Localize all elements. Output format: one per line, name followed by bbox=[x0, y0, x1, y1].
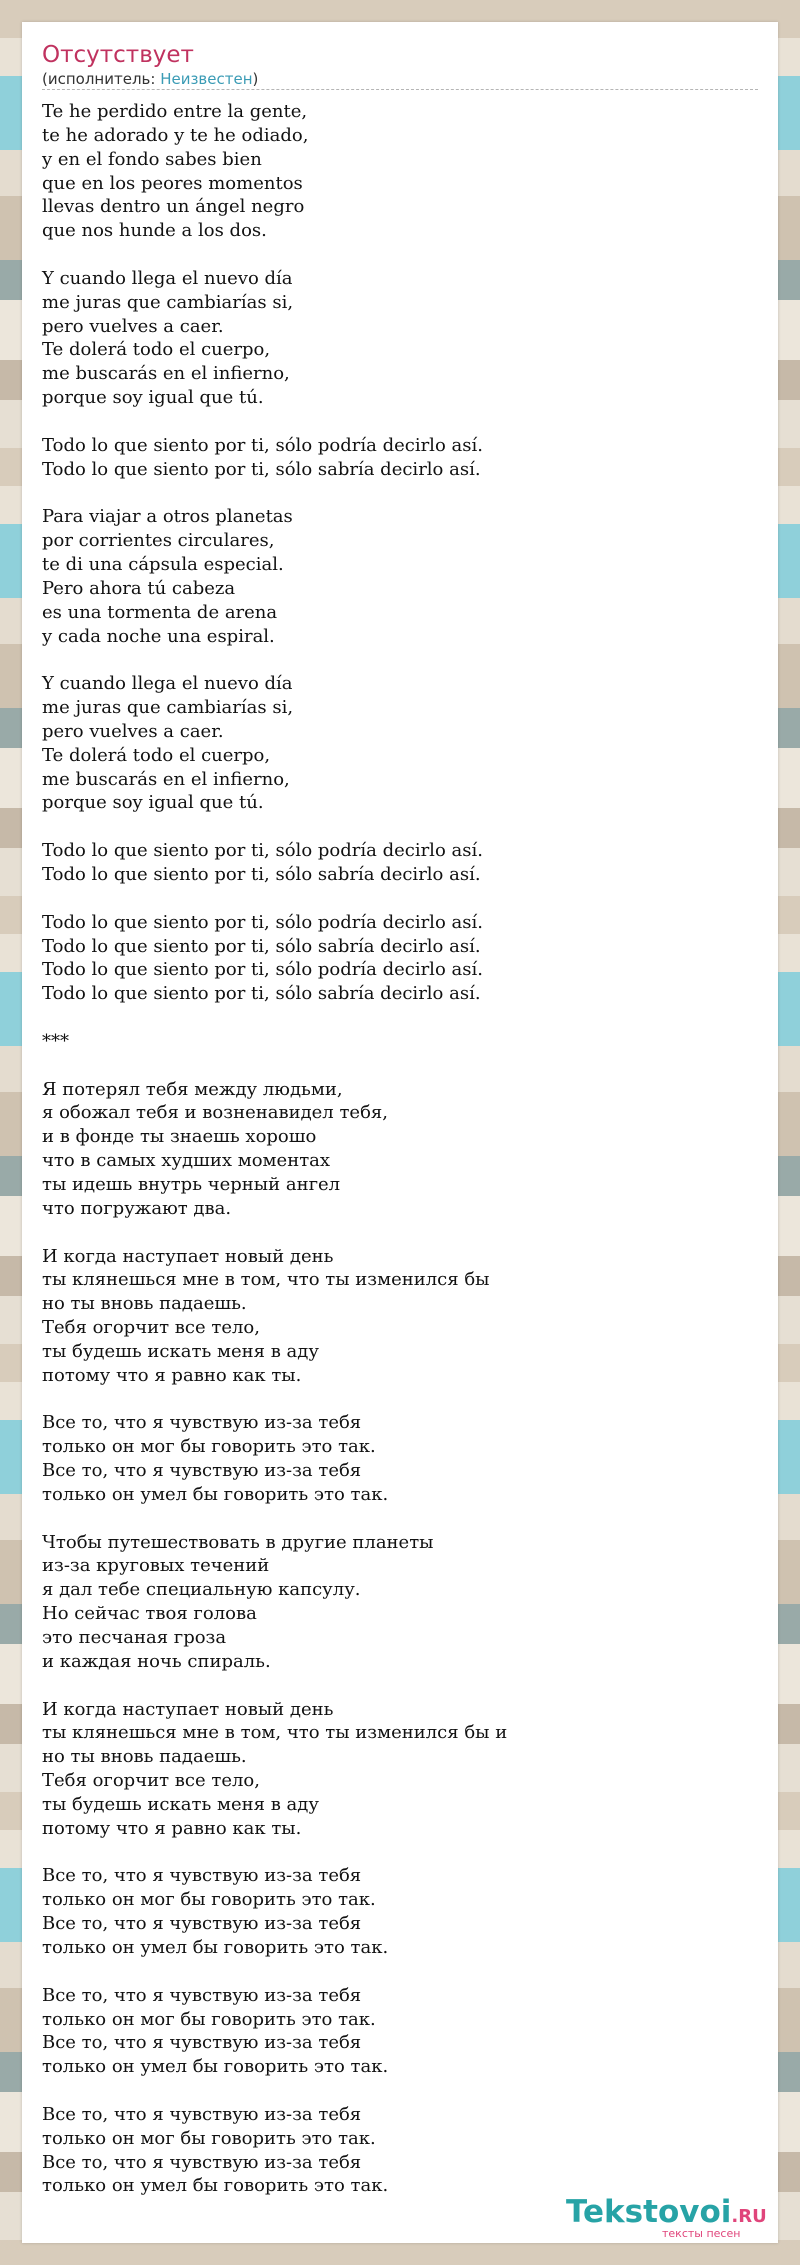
lyrics-line: que nos hunde a los dos. bbox=[42, 220, 267, 242]
lyrics-stanza bbox=[42, 1698, 752, 1841]
lyrics-line: es una tormenta de arena bbox=[42, 601, 278, 623]
lyrics-stanza bbox=[42, 1030, 752, 1054]
lyrics-line: я обожал тебя и возненавидел тебя, bbox=[42, 1102, 388, 1124]
lyrics-stanza bbox=[42, 434, 752, 482]
lyrics-line: ты идешь внутрь черный ангел bbox=[42, 1173, 341, 1195]
lyrics-stanza bbox=[42, 505, 752, 648]
lyrics-line: Но сейчас твоя голова bbox=[42, 1603, 257, 1625]
lyrics-stanza bbox=[42, 1411, 752, 1506]
lyrics-line: Все то, что я чувствую из-за тебя bbox=[42, 1913, 362, 1935]
artist-line bbox=[42, 70, 758, 90]
lyrics-line: только он мог бы говорить это так. bbox=[42, 1889, 376, 1911]
lyrics-stanza bbox=[42, 672, 752, 815]
lyrics-line: это песчаная гроза bbox=[42, 1627, 227, 1648]
lyrics-line: и каждая ночь спираль. bbox=[42, 1650, 271, 1672]
lyrics-line: только он умел бы говорить это так. bbox=[42, 2056, 389, 2078]
lyrics-text bbox=[42, 100, 752, 2222]
lyrics-line: Y cuando llega el nuevo día bbox=[42, 673, 293, 695]
lyrics-line: но ты вновь падаешь. bbox=[42, 1746, 247, 1768]
lyrics-line: Я потерял тебя между людьми, bbox=[42, 1078, 343, 1100]
logo-tld: .RU bbox=[731, 2206, 767, 2227]
lyrics-line: Todo lo que siento por ti, sólo podría decirlo así. bbox=[42, 434, 483, 456]
lyrics-line: pero vuelves a caer. bbox=[42, 720, 224, 742]
lyrics-line: pero vuelves a caer. bbox=[42, 315, 224, 337]
lyrics-line: Todo lo que siento por ti, sólo sabría decirlo así. bbox=[42, 935, 481, 957]
lyrics-line: только он умел бы говорить это так. bbox=[42, 1936, 389, 1958]
lyrics-line: y cada noche una espiral. bbox=[42, 625, 275, 647]
lyrics-line: ты клянешься мне в том, что ты изменился бы bbox=[42, 1269, 490, 1291]
lyrics-stanza bbox=[42, 100, 752, 243]
lyrics-line: porque soy igual que tú. bbox=[42, 792, 264, 814]
lyrics-stanza bbox=[42, 267, 752, 410]
lyrics-line: me juras que cambiarías si, bbox=[42, 697, 294, 719]
lyrics-stanza bbox=[42, 1531, 752, 1674]
lyrics-line: Все то, что я чувствую из-за тебя bbox=[42, 1412, 362, 1434]
lyrics-line: Pero ahora tú cabeza bbox=[42, 577, 236, 599]
lyrics-line: Все то, что я чувствую из-за тебя bbox=[42, 2151, 362, 2173]
lyrics-line: y en el fondo sabes bien bbox=[42, 148, 262, 170]
logo-name: Tekstovoi bbox=[566, 2194, 732, 2230]
lyrics-line: Te he perdido entre la gente, bbox=[42, 101, 308, 122]
lyrics-line: только он умел бы говорить это так. bbox=[42, 2175, 389, 2197]
lyrics-line: но ты вновь падаешь. bbox=[42, 1293, 247, 1315]
lyrics-line: Para viajar a otros planetas bbox=[42, 506, 293, 528]
lyrics-line: Todo lo que siento por ti, sólo podría decirlo así. bbox=[42, 911, 483, 933]
lyrics-line: Чтобы путешествовать в другие планеты bbox=[42, 1531, 434, 1553]
lyrics-line: И когда наступает новый день bbox=[42, 1245, 334, 1267]
lyrics-line: por corrientes circulares, bbox=[42, 530, 275, 552]
site-logo[interactable] bbox=[566, 2194, 776, 2240]
lyrics-line: что в самых худших моментах bbox=[42, 1150, 331, 1172]
lyrics-line: ты клянешься мне в том, что ты изменился бы и bbox=[42, 1722, 508, 1744]
lyrics-line: Todo lo que siento por ti, sólo podría decirlo así. bbox=[42, 840, 483, 862]
artist-link[interactable]: Неизвестен bbox=[160, 70, 253, 88]
lyrics-line: Todo lo que siento por ti, sólo podría decirlo así. bbox=[42, 959, 483, 981]
lyrics-line: Te dolerá todo el cuerpo, bbox=[42, 339, 271, 361]
lyrics-line: Тебя огорчит все тело, bbox=[42, 1317, 260, 1339]
lyrics-stanza bbox=[42, 2103, 752, 2198]
lyrics-line: и в фонде ты знаешь хорошо bbox=[42, 1126, 317, 1148]
lyrics-line: Y cuando llega el nuevo día bbox=[42, 267, 293, 289]
lyrics-line: llevas dentro un ángel negro bbox=[42, 196, 305, 218]
lyrics-stanza bbox=[42, 1984, 752, 2079]
lyrics-stanza bbox=[42, 911, 752, 1006]
lyrics-stanza bbox=[42, 839, 752, 887]
lyrics-line: me juras que cambiarías si, bbox=[42, 291, 294, 313]
lyrics-line: Todo lo que siento por ti, sólo sabría decirlo así. bbox=[42, 864, 481, 885]
lyrics-line: Todo lo que siento por ti, sólo sabría decirlo así. bbox=[42, 983, 481, 1005]
lyrics-line: ты будешь искать меня в аду bbox=[42, 1793, 319, 1815]
lyrics-line: Все то, что я чувствую из-за тебя bbox=[42, 1865, 362, 1887]
logo-subtitle: тексты песен bbox=[662, 2227, 741, 2240]
lyrics-line: *** bbox=[42, 1030, 69, 1052]
lyrics-line: ты будешь искать меня в аду bbox=[42, 1340, 319, 1362]
lyrics-line: только он мог бы говорить это так. bbox=[42, 2008, 376, 2030]
lyrics-line: porque soy igual que tú. bbox=[42, 387, 264, 409]
lyrics-line: И когда наступает новый день bbox=[42, 1698, 334, 1720]
lyrics-line: Te dolerá todo el cuerpo, bbox=[42, 744, 271, 766]
lyrics-line: Todo lo que siento por ti, sólo sabría decirlo así. bbox=[42, 458, 481, 480]
lyrics-line: только он умел бы говорить это так. bbox=[42, 1483, 389, 1505]
lyrics-line: Все то, что я чувствую из-за тебя bbox=[42, 1984, 362, 2006]
lyrics-line: Тебя огорчит все тело, bbox=[42, 1770, 260, 1792]
lyrics-line: что погружают два. bbox=[42, 1197, 232, 1219]
lyrics-line: потому что я равно как ты. bbox=[42, 1817, 302, 1839]
lyrics-stanza bbox=[42, 1245, 752, 1388]
lyrics-stanza bbox=[42, 1078, 752, 1221]
lyrics-line: Все то, что я чувствую из-за тебя bbox=[42, 2032, 362, 2054]
lyrics-line: me buscarás en el infierno, bbox=[42, 363, 290, 385]
lyrics-line: я дал тебе специальную капсулу. bbox=[42, 1579, 361, 1601]
lyrics-stanza bbox=[42, 1864, 752, 1959]
lyrics-line: из-за круговых течений bbox=[42, 1555, 270, 1577]
lyrics-line: que en los peores momentos bbox=[42, 172, 303, 194]
lyrics-line: Все то, что я чувствую из-за тебя bbox=[42, 1460, 362, 1482]
song-title: Отсутствует bbox=[42, 42, 194, 68]
lyrics-line: Все то, что я чувствую из-за тебя bbox=[42, 2103, 362, 2125]
artist-prefix: (исполнитель: bbox=[42, 70, 161, 88]
lyrics-line: только он мог бы говорить это так. bbox=[42, 2127, 376, 2149]
lyrics-line: только он мог бы говорить это так. bbox=[42, 1436, 376, 1458]
lyrics-line: te he adorado y te he odiado, bbox=[42, 124, 309, 146]
lyrics-line: потому что я равно как ты. bbox=[42, 1364, 302, 1386]
lyrics-line: me buscarás en el infierno, bbox=[42, 768, 290, 790]
lyrics-line: te di una cápsula especial. bbox=[42, 554, 284, 576]
artist-suffix: ) bbox=[252, 70, 259, 88]
